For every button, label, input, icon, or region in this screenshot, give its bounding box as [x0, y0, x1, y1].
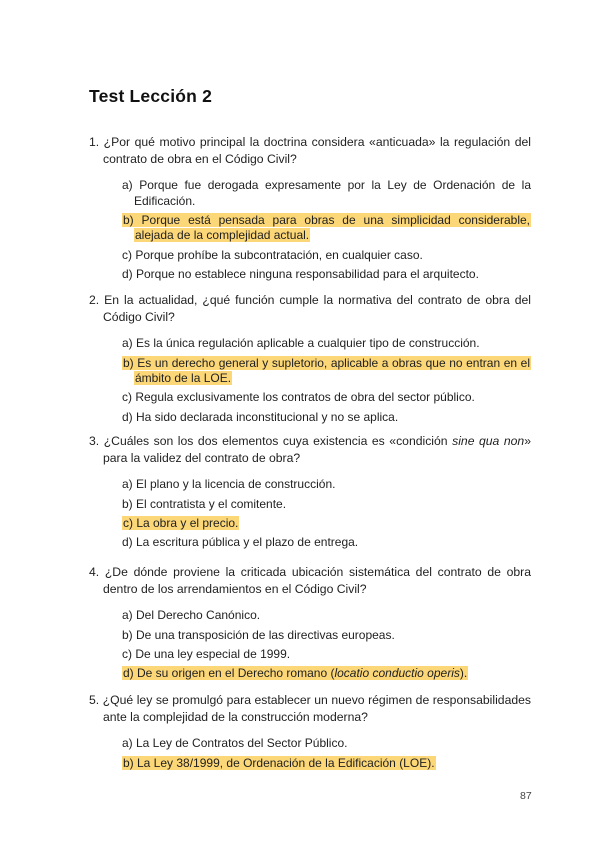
option-a: a) Del Derecho Canónico.: [122, 608, 261, 623]
option-c: c) Porque prohíbe la subcontratación, en cualquier caso.: [122, 247, 423, 262]
question-5: [89, 692, 531, 775]
option-b: b) El contratista y el comitente.: [122, 496, 287, 511]
option-b: b) De una transposición de las directivas europeas.: [122, 627, 395, 642]
option-d: d) Porque no establece ninguna responsabilidad para el arquitecto.: [122, 267, 479, 282]
page-number: 87: [520, 790, 532, 802]
question-text: 2. En la actualidad, ¿qué función cumple la normativa del contrato de obra del Código Civil?: [89, 293, 531, 324]
question-4: [89, 564, 531, 686]
options-list: [89, 178, 531, 282]
options-list: [89, 736, 531, 771]
question-text: 1. ¿Por qué motivo principal la doctrina considera «anticuada» la regulación del contrato de obra en el Código Civil?: [89, 135, 531, 166]
question-text: 5. ¿Qué ley se promulgó para establecer un nuevo régimen de responsabilidades ante la complejidad de la construcción moderna?: [89, 693, 531, 724]
option-b-correct: b) Es un derecho general y supletorio, aplicable a obras que no entran en el ámbito de la LOE.: [123, 355, 530, 385]
option-c: c) Regula exclusivamente los contratos de obra del sector público.: [122, 390, 475, 405]
options-list: [89, 477, 531, 551]
question-text: 3. ¿Cuáles son los dos elementos cuya existencia es «condición sine qua non» para la validez del contrato de obra?: [89, 434, 531, 465]
option-c: c) De una ley especial de 1999.: [122, 647, 291, 661]
question-text: 4. ¿De dónde proviene la criticada ubicación sistemática del contrato de obra dentro de los arrendamientos en el Código Civil?: [89, 565, 531, 596]
option-d-correct: d) De su origen en el Derecho romano (locatio conductio operis).: [123, 666, 468, 681]
options-list: [89, 608, 531, 682]
option-a: a) Porque fue derogada expresamente por la Ley de Ordenación de la Edificación.: [122, 178, 531, 208]
option-d: d) Ha sido declarada inconstitucional y no se aplica.: [122, 409, 399, 424]
option-a: a) El plano y la licencia de construcción.: [122, 477, 336, 492]
options-list: [89, 336, 531, 425]
option-c-correct: c) La obra y el precio.: [123, 516, 239, 530]
question-3: [89, 433, 531, 555]
question-2: [89, 292, 531, 429]
option-a: a) Es la única regulación aplicable a cualquier tipo de construcción.: [122, 336, 480, 351]
option-b-correct: b) La Ley 38/1999, de Ordenación de la Edificación (LOE).: [123, 755, 435, 770]
option-b-correct: b) Porque está pensada para obras de una simplicidad considerable, alejada de la complejidad actual.: [123, 213, 530, 243]
question-1: [89, 134, 531, 287]
option-d: d) La escritura pública y el plazo de entrega.: [122, 535, 359, 550]
option-a: a) La Ley de Contratos del Sector Público.: [122, 736, 348, 751]
page-title: Test Lección 2: [89, 86, 213, 106]
